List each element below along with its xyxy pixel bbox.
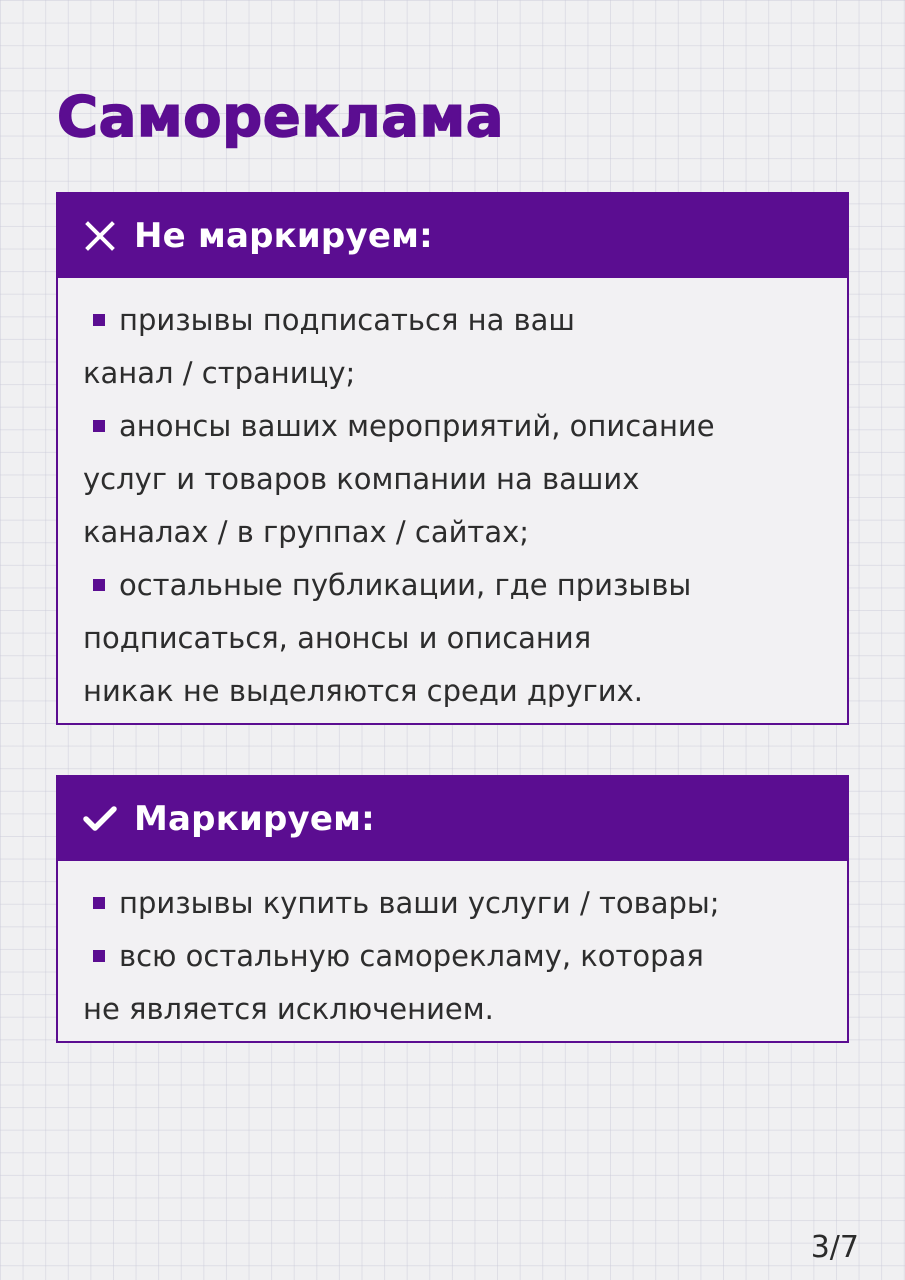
list-item bbox=[83, 400, 823, 559]
list-item-text: призывы купить ваши услуги / товары; bbox=[119, 886, 720, 920]
not-marked-heading: Не маркируем: bbox=[134, 216, 433, 256]
list-item bbox=[83, 559, 823, 718]
list-item bbox=[83, 930, 823, 1036]
list-item bbox=[83, 294, 823, 400]
square-bullet-icon bbox=[93, 950, 105, 962]
page-number: 3/7 bbox=[810, 1230, 859, 1265]
marked-list bbox=[58, 861, 847, 1036]
square-bullet-icon bbox=[93, 897, 105, 909]
square-bullet-icon bbox=[93, 420, 105, 432]
marked-heading: Маркируем: bbox=[134, 799, 375, 839]
square-bullet-icon bbox=[93, 579, 105, 591]
list-item-text: остальные публикации, где призывы подписаться, анонсы и описания никак не выделяются среди других. bbox=[83, 568, 692, 708]
marked-header bbox=[58, 777, 847, 861]
page-title: Самореклама bbox=[57, 85, 505, 150]
list-item-text: всю остальную саморекламу, которая не является исключением. bbox=[83, 939, 704, 1026]
not-marked-card bbox=[56, 192, 849, 725]
not-marked-list bbox=[58, 278, 847, 718]
close-icon bbox=[82, 218, 118, 254]
not-marked-header bbox=[58, 194, 847, 278]
marked-card bbox=[56, 775, 849, 1043]
list-item bbox=[83, 877, 823, 930]
square-bullet-icon bbox=[93, 314, 105, 326]
list-item-text: призывы подписаться на ваш канал / страницу; bbox=[83, 303, 575, 390]
list-item-text: анонсы ваших мероприятий, описание услуг и товаров компании на ваших каналах / в группах / сайтах; bbox=[83, 409, 715, 549]
check-icon bbox=[82, 801, 118, 837]
